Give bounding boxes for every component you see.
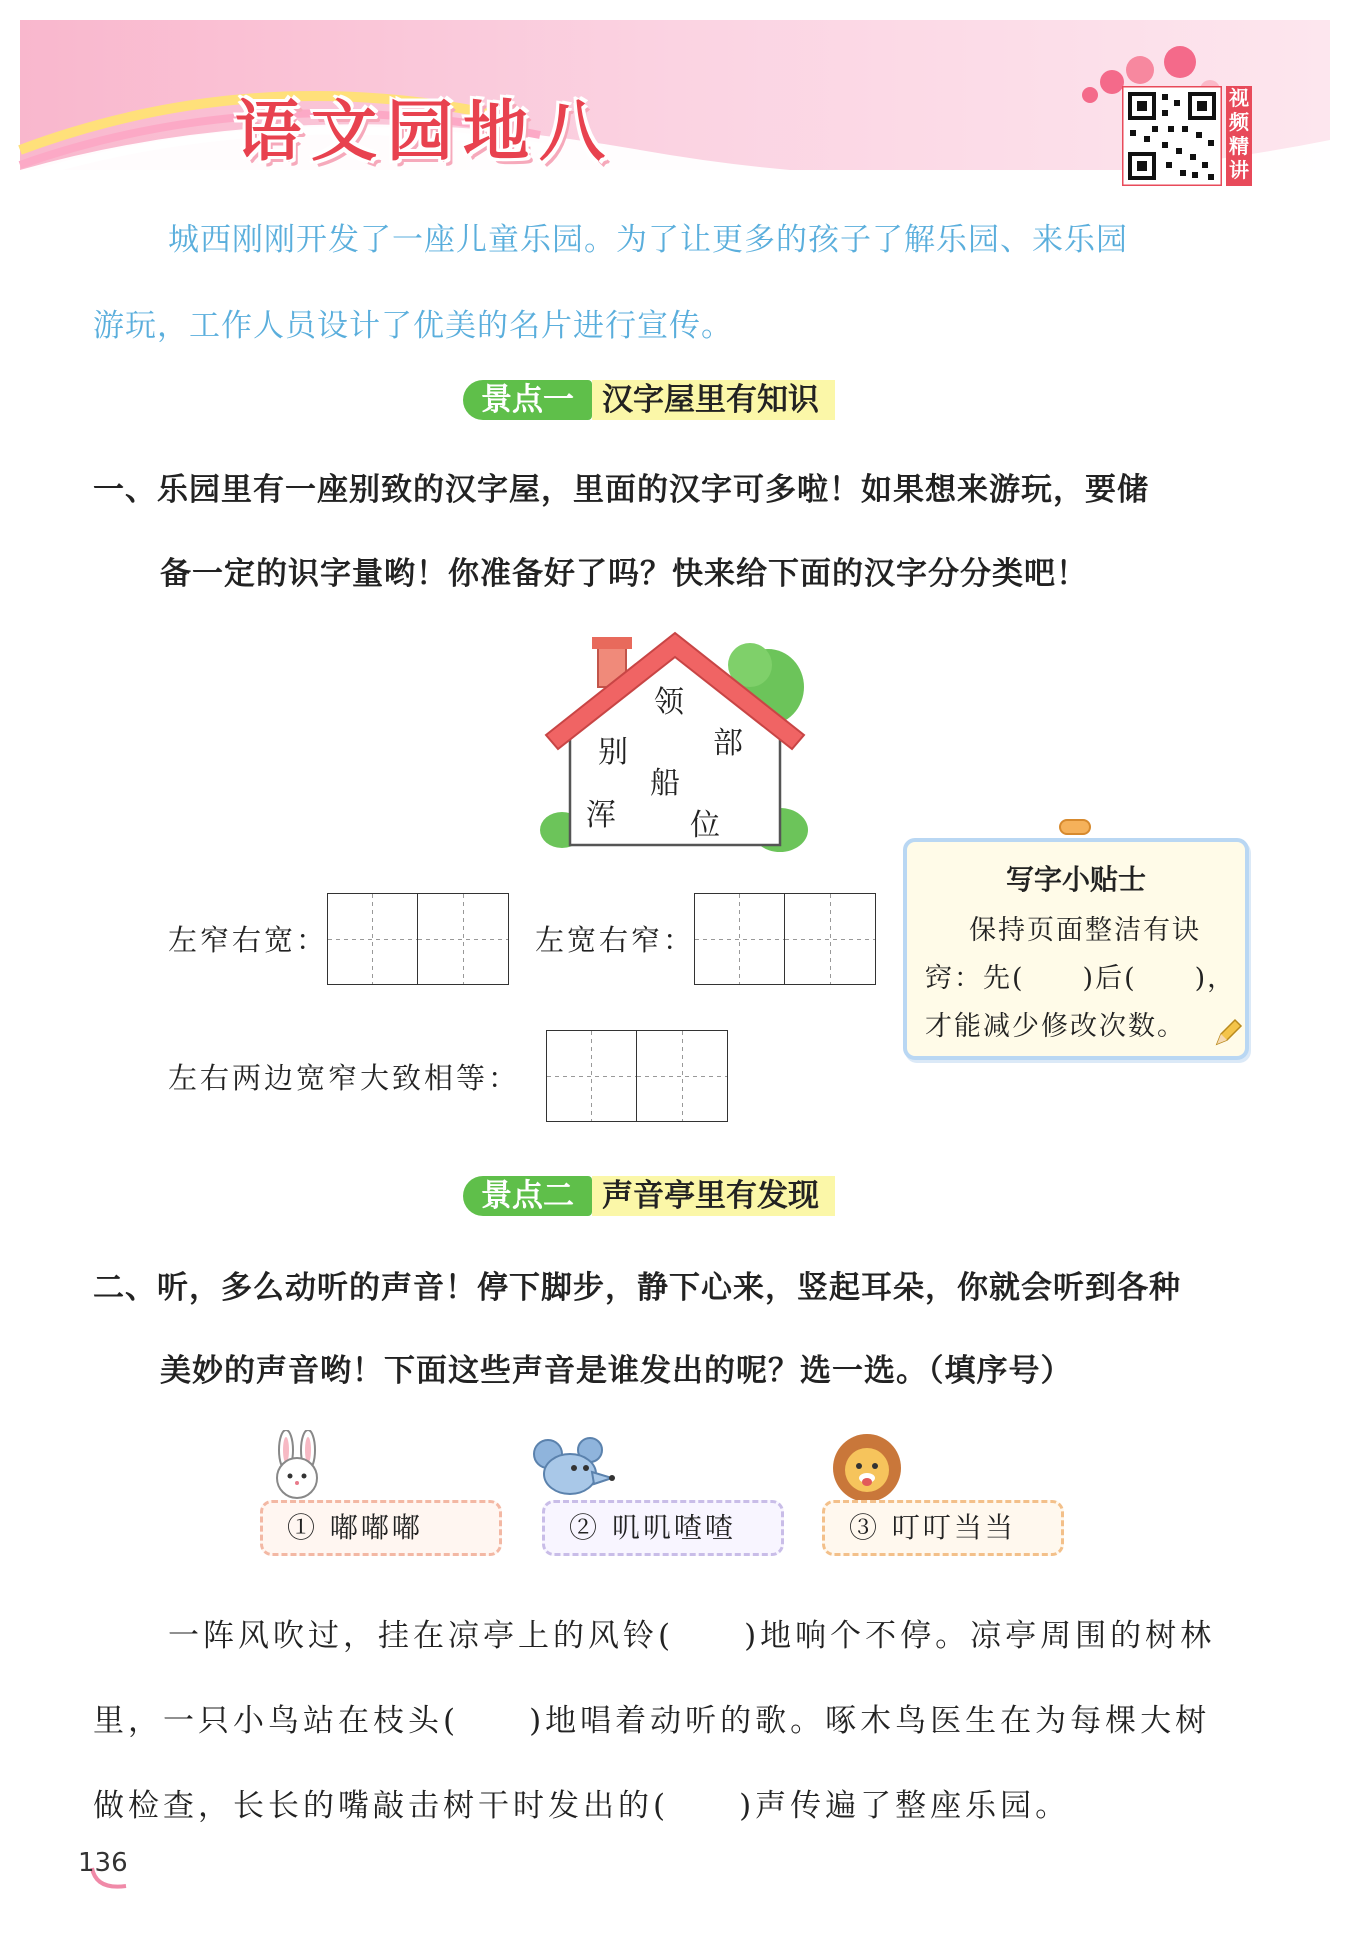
tips-title: 写字小贴士 xyxy=(1005,863,1146,896)
paragraph-line-2: 里，一只小鸟站在枝头( )地唱着动听的歌。啄木鸟医生在为每棵大树 xyxy=(93,1703,1211,1739)
tips-line-1: 保持页面整洁有诀 xyxy=(969,915,1201,946)
intro-line-1: 城西刚刚开发了一座儿童乐园。为了让更多的孩子了解乐园、来乐园 xyxy=(168,222,1128,258)
lion-icon xyxy=(822,1428,912,1504)
page-title: 语文园地八 xyxy=(235,93,615,170)
paragraph-line-1: 一阵风吹过，挂在凉亭上的风铃( )地响个不停。凉亭周围的树林 xyxy=(168,1618,1216,1654)
tips-line-3: 才能减少修改次数。 xyxy=(925,1011,1186,1042)
house-char: 部 xyxy=(713,726,743,761)
question-2-line-2: 美妙的声音哟！下面这些声音是谁发出的呢？选一选。（填序号） xyxy=(160,1353,1073,1389)
writing-grid-narrow-left[interactable] xyxy=(327,893,509,985)
house-char: 别 xyxy=(598,735,628,770)
section-1-title: 汉字屋里有知识 xyxy=(592,380,835,420)
intro-line-2: 游玩，工作人员设计了优美的名片进行宣传。 xyxy=(93,308,733,344)
video-lesson-label[interactable]: 视频精讲 xyxy=(1226,86,1252,186)
rabbit-icon xyxy=(262,1430,332,1500)
section-2-tag: 景点二 xyxy=(463,1176,592,1216)
sound-option-3[interactable]: ③ 叮叮当当 xyxy=(822,1500,1064,1556)
question-1-line-1: 一、乐园里有一座别致的汉字屋，里面的汉字可多啦！如果想来游玩，要储 xyxy=(93,472,1149,508)
writing-cell[interactable] xyxy=(328,894,418,984)
grid-label-equal: 左右两边宽窄大致相等： xyxy=(168,1061,521,1095)
paragraph-line-3: 做检查，长长的嘴敲击树干时发出的( )声传遍了整座乐园。 xyxy=(93,1788,1071,1824)
writing-cell[interactable] xyxy=(637,1031,727,1121)
mouse-icon xyxy=(530,1436,620,1500)
writing-cell[interactable] xyxy=(785,894,875,984)
writing-grid-equal[interactable] xyxy=(546,1030,728,1122)
house-char: 浑 xyxy=(586,798,616,833)
tips-line-2: 窍：先( )后( )， xyxy=(925,963,1237,994)
sound-option-2[interactable]: ② 叽叽喳喳 xyxy=(542,1500,784,1556)
section-1-tag: 景点一 xyxy=(463,380,592,420)
sound-option-1[interactable]: ① 嘟嘟嘟 xyxy=(260,1500,502,1556)
writing-tips-card xyxy=(903,838,1249,1060)
section-2-banner xyxy=(463,1176,835,1220)
writing-cell[interactable] xyxy=(547,1031,637,1121)
grid-label-wide-left: 左宽右窄： xyxy=(535,923,696,957)
section-1-banner xyxy=(463,380,835,424)
house-char: 位 xyxy=(690,808,720,843)
pencil-icon xyxy=(1213,1018,1243,1048)
question-2-line-1: 二、听，多么动听的声音！停下脚步，静下心来，竖起耳朵，你就会听到各种 xyxy=(93,1270,1181,1306)
paper-clip-icon xyxy=(1057,814,1093,838)
house-char: 船 xyxy=(650,766,680,801)
question-1-line-2: 备一定的识字量哟！你准备好了吗？快来给下面的汉字分分类吧！ xyxy=(160,556,1088,592)
house-char: 领 xyxy=(654,685,684,720)
writing-cell[interactable] xyxy=(695,894,785,984)
grid-label-narrow-left: 左窄右宽： xyxy=(168,923,329,957)
character-house-illustration xyxy=(540,625,820,855)
writing-cell[interactable] xyxy=(418,894,508,984)
qr-code-icon[interactable] xyxy=(1122,86,1222,186)
writing-grid-wide-left[interactable] xyxy=(694,893,876,985)
section-2-title: 声音亭里有发现 xyxy=(592,1176,835,1216)
page-number: 136 xyxy=(78,1848,128,1878)
